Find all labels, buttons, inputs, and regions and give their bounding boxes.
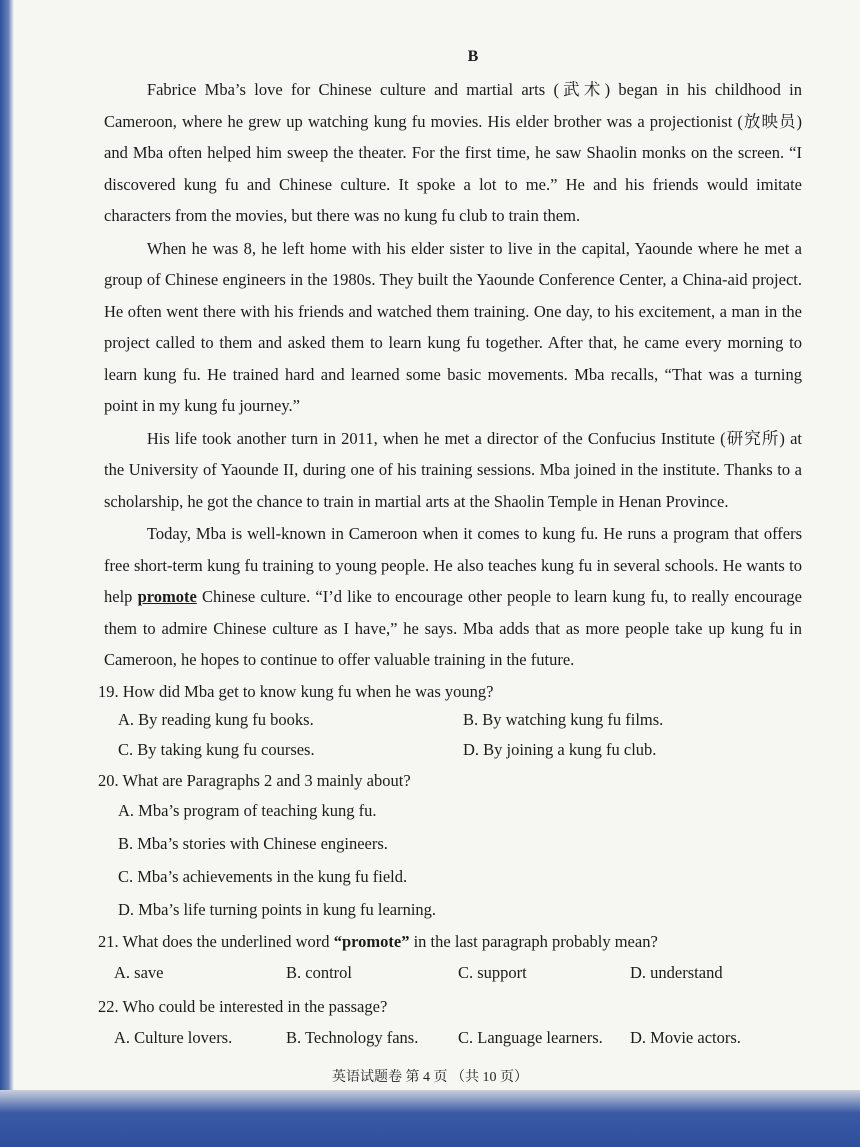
option-d: D. By joining a kung fu club. (463, 739, 657, 759)
passage-area (98, 48, 802, 1056)
option-c: C. Language learners. (458, 1027, 603, 1047)
option-d: D. Movie actors. (630, 1027, 741, 1047)
question-stem (98, 928, 802, 955)
paragraph-4-start: Today, Mba is well-known in Cameroon when it comes to kung fu. He runs a program that offers free short-term kung fu training to young people. He also teaches kung fu in several schools. He wants to help (104, 524, 802, 606)
section-title: B (467, 48, 479, 65)
paragraph-4-end: Chinese culture. “I’d like to encourage other people to learn kung fu, to really encourage them to admire Chinese culture as I have,” he says. Mba adds that as more people take up kung fu in Cameroon, he hopes to continue to offer valuable training in the future. (104, 587, 802, 669)
options (114, 1020, 802, 1056)
option-c: C. support (458, 962, 527, 982)
paragraph-1: Fabrice Mba’s love for Chinese culture and martial arts (武术) began in his childhood in Cameroon, where he grew up watching kung fu movies. His elder brother was a projectionist (放映员) and Mba often helped him sweep the theater. For the first time, he saw Shaolin monks on the screen. “I discovered kung fu and Chinese culture. It spoke a lot to me.” He and his friends would imitate characters from the movies, but there was no kung fu club to train them. (104, 80, 802, 225)
question-20 (98, 767, 802, 926)
option-c: C. Mba’s achievements in the kung fu field. (118, 866, 408, 886)
option-a: A. save (114, 962, 164, 982)
option-a: A. By reading kung fu books. (118, 709, 314, 729)
option-a: A. Mba’s program of teaching kung fu. (118, 800, 377, 820)
desk-background (0, 1090, 860, 1147)
option-b: B. By watching kung fu films. (463, 709, 664, 729)
paragraph-3: His life took another turn in 2011, when he met a director of the Confucius Institute (研究所) at the University of Yaounde II, during one of his training sessions. Mba joined in the institute. Thanks to a scholarship, he got the chance to train in martial arts at the Shaolin Temple in Henan Province. (104, 428, 802, 511)
stem-keyword: “promote” (333, 931, 410, 951)
question-stem: 22. Who could be interested in the passage? (98, 996, 388, 1016)
underlined-word: promote (137, 587, 197, 606)
option-b: B. Technology fans. (286, 1027, 419, 1047)
question-stem: 20. What are Paragraphs 2 and 3 mainly about? (98, 770, 411, 790)
option-b: B. control (286, 962, 352, 982)
paragraph-2: When he was 8, he left home with his elder sister to live in the capital, Yaounde where he met a group of Chinese engineers in the 1980s. They built the Yaounde Conference Center, a China-aid project. He often went there with his friends and watched them training. One day, to his excitement, a man in the project called to them and asked them to learn kung fu together. After that, he came every morning to learn kung fu. He trained hard and learned some basic movements. Mba recalls, “That was a turning point in my kung fu journey.” (104, 238, 802, 415)
options (114, 955, 802, 991)
page-edge (0, 0, 14, 1100)
option-b: B. Mba’s stories with Chinese engineers. (118, 833, 388, 853)
options (118, 705, 802, 765)
question-21 (98, 928, 802, 991)
options (104, 794, 802, 926)
option-a: A. Culture lovers. (114, 1027, 233, 1047)
option-d: D. understand (630, 962, 723, 982)
question-22 (98, 993, 802, 1056)
stem-start: 21. What does the underlined word (98, 931, 334, 951)
question-19 (98, 678, 802, 765)
question-stem: 19. How did Mba get to know kung fu when he was young? (98, 681, 494, 701)
stem-end: in the last paragraph probably mean? (409, 931, 658, 951)
option-d: D. Mba’s life turning points in kung fu learning. (118, 899, 437, 919)
page-footer: 英语试题卷 第 4 页 （共 10 页） (332, 1070, 528, 1085)
option-c: C. By taking kung fu courses. (118, 739, 315, 759)
paragraph-4 (104, 518, 802, 676)
